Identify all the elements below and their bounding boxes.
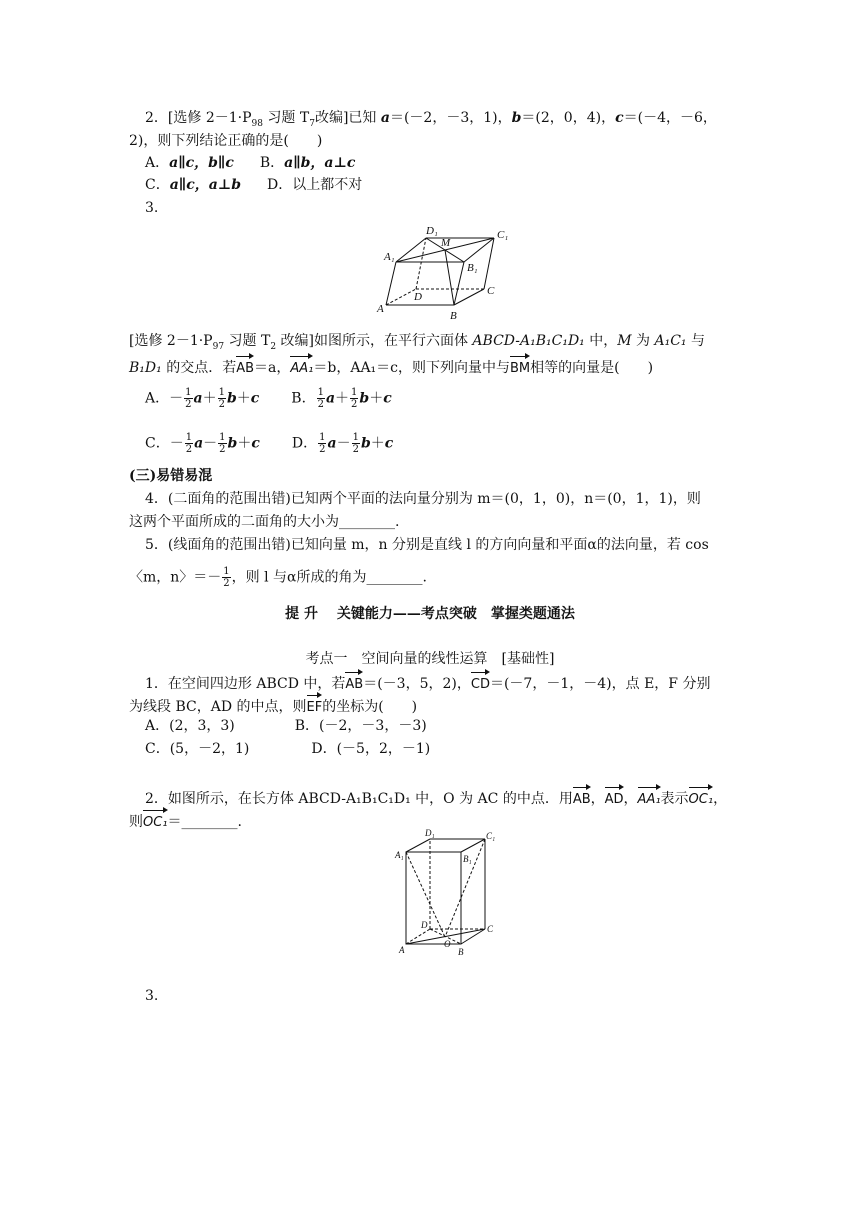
vector-AB-k2: AB <box>573 785 591 810</box>
fig2-label-D1: D₁ <box>425 828 435 838</box>
vector-AD: AD <box>605 785 624 810</box>
fig1-label-B: B <box>450 310 457 322</box>
q3-options-row2: C．－ $\frac{1}{2}$ a－ $\frac{1}{2}$ b＋c D． $\frac{1}{2}$ a－ $\frac{1}{2}$ b＋c <box>145 432 394 455</box>
fig1-label-M: M <box>441 237 451 249</box>
fig2-label-C1: C₁ <box>486 831 496 841</box>
section-heading-3: (三)易错易混 <box>129 468 213 484</box>
vector-AB: AB <box>236 354 254 379</box>
fig1-label-C1: C₁ <box>497 229 509 241</box>
fig2-label-B: B <box>458 947 464 957</box>
fig1-label-B1: B₁ <box>467 262 478 274</box>
k3-number: 3. <box>145 988 159 1004</box>
parallelepiped-figure <box>372 220 522 324</box>
k1-options-row1: A．(2，3，3) B．(－2，－3，－3) <box>145 718 427 734</box>
q2-options-row1: A．a∥c，b∥c B．a∥b，a⊥c <box>145 155 356 171</box>
kaodian-heading: 考点一 空间向量的线性运算 [基础性] <box>305 651 555 667</box>
fig2-label-D: D <box>421 920 428 930</box>
vector-AA1: AA₁ <box>290 354 313 379</box>
fig1-label-D: D <box>414 291 422 303</box>
q3-number: 3. <box>145 200 159 216</box>
k2-line2: 则OC₁＝________. <box>129 808 242 833</box>
fig1-label-C: C <box>487 285 495 297</box>
k1-line2: 为线段 BC，AD 的中点，则EF的坐标为( ) <box>129 693 417 718</box>
fig2-label-B1: B₁ <box>463 854 472 864</box>
q3-line2: B₁D₁ 的交点．若AB＝a，AA₁＝b，AA₁＝c，则下列向量中与BM相等的向量是( ) <box>129 354 653 379</box>
cuboid-figure <box>393 827 501 960</box>
q4-line1: 4．(二面角的范围出错)已知两个平面的法向量分别为 m＝(0，1，0)，n＝(0，1，1)，则 <box>145 491 701 507</box>
fig2-label-A1: A₁ <box>395 850 404 860</box>
k1-line1: 1．在空间四边形 ABCD 中，若AB＝(－3，5，2)，CD＝(－7，－1，－4)，点 E，F 分别 <box>145 670 710 695</box>
fig1-label-D1: D₁ <box>426 225 438 237</box>
q2-line1: 2．[选修 $2-1\cdot P_{98}$ 习题 $T_7$改编]已知 a＝(－2，－3，1)，b＝(2，0，4)，c＝(－4，－6， <box>145 110 717 129</box>
fig2-label-A: A <box>399 945 405 955</box>
fig2-label-O: O <box>444 939 451 949</box>
q4-line2: 这两个平面所成的二面角的大小为________. <box>129 514 400 530</box>
vector-AA1-k2: AA₁ <box>638 785 661 810</box>
k2-line1: 2．如图所示，在长方体 ABCD-A₁B₁C₁D₁ 中，O 为 AC 的中点．用AB，AD，AA₁表示OC₁， <box>145 785 727 810</box>
k1-options-row2: C．(5，－2，1) D．(－5，2，－1) <box>145 741 431 757</box>
vector-EF: EF <box>307 693 323 718</box>
vector-OC1-2: OC₁ <box>143 808 168 833</box>
q3-line1: [选修 $2-1\cdot P_{97}$ 习题 $T_2$ 改编]如图所示，在平行六面体 ABCD-A₁B₁C₁D₁ 中，M 为 A₁C₁ 与 <box>129 333 705 352</box>
vector-AB-k1: AB <box>345 670 363 695</box>
q2-options-row2: C．a∥c，a⊥b D．以上都不对 <box>145 177 363 193</box>
fig2-label-C: C <box>487 924 494 934</box>
q5-line1: 5．(线面角的范围出错)已知向量 m，n 分别是直线 l 的方向向量和平面α的法向量，若 cos <box>145 537 709 553</box>
q2-line2: 2)，则下列结论正确的是( ) <box>129 133 323 149</box>
vector-OC1: OC₁ <box>689 785 714 810</box>
section-heading-tisheng: 提 升 关键能力——考点突破 掌握类题通法 <box>285 606 575 622</box>
vector-BM: BM <box>510 354 530 379</box>
fig1-label-A1: A₁ <box>384 251 395 263</box>
q3-options-row1: A．－ $\frac{1}{2}$ a＋ $\frac{1}{2}$ b＋c B． $\frac{1}{2}$ a＋ $\frac{1}{2}$ b＋c <box>145 387 392 410</box>
fig1-label-A: A <box>377 303 384 315</box>
vector-CD: CD <box>471 670 490 695</box>
q5-line2: 〈m，n〉＝－ $\frac{1}{2}$ ，则 l 与α所成的角为________. <box>129 566 427 589</box>
